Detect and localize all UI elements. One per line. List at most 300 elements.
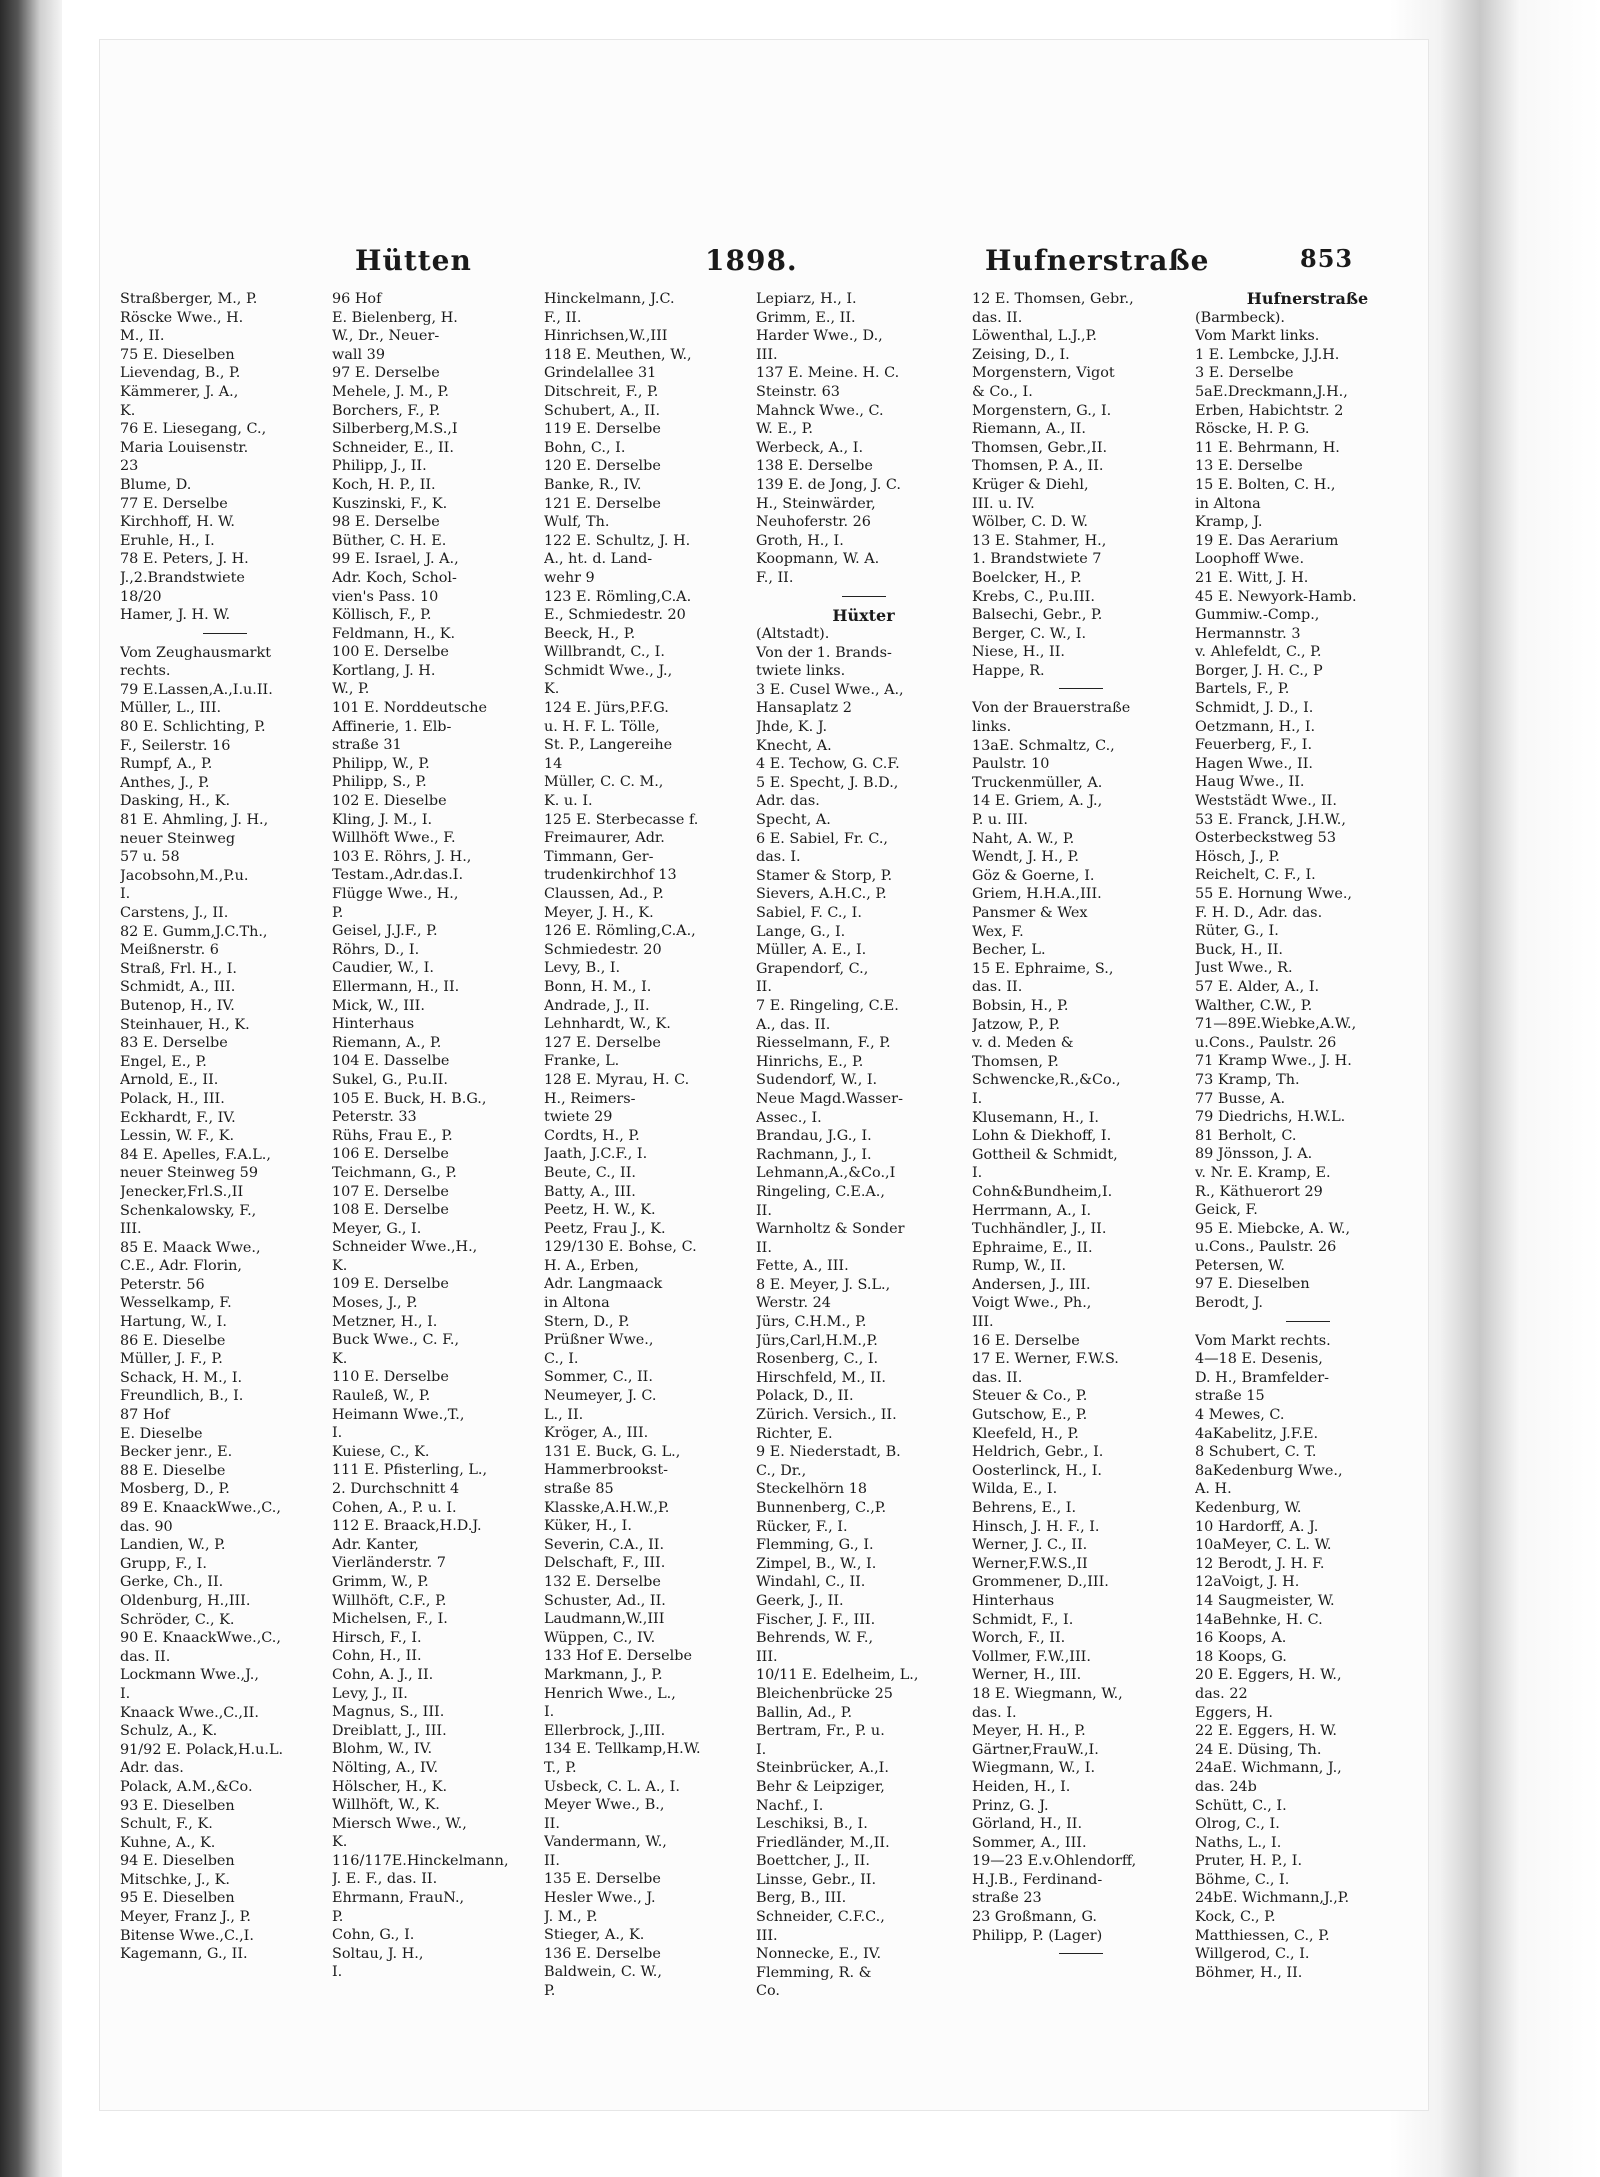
directory-line: 4—18 E. Desenis, [1195, 1351, 1323, 1368]
directory-line: Heimann Wwe.,T., [332, 1406, 465, 1423]
directory-line: 10/11 E. Edelheim, L., [756, 1667, 919, 1684]
directory-line: Willgerod, C., I. [1195, 1946, 1310, 1963]
directory-line: C., I. [544, 1350, 579, 1367]
directory-line: Meyer, J. H., K. [544, 904, 654, 921]
directory-line: III. [972, 1314, 994, 1331]
directory-line: I. [544, 1704, 555, 1721]
directory-line: Maria Louisenstr. [120, 439, 249, 456]
directory-line: Carstens, J., II. [120, 905, 229, 921]
directory-line: Hesler Wwe., J. [544, 1890, 656, 1907]
directory-line: Henrich Wwe., L., [544, 1685, 676, 1702]
section-rule [1059, 688, 1103, 689]
directory-line: Happe, R. [972, 662, 1045, 679]
directory-line: links. [972, 719, 1012, 736]
directory-line: Peetz, H. W., K. [544, 1202, 656, 1219]
directory-line: Werstr. 24 [756, 1295, 831, 1312]
directory-line: Franke, L. [544, 1053, 620, 1070]
directory-line: 13 E. Stahmer, H., [972, 532, 1107, 549]
directory-line: A., ht. d. Land- [544, 551, 653, 568]
directory-line: Koopmann, W. A. [756, 551, 880, 568]
directory-line: III. [756, 346, 778, 363]
directory-line: 1. Brandstwiete 7 [972, 551, 1102, 568]
directory-line: Balsechi, Gebr., P. [972, 607, 1103, 624]
directory-line: Just Wwe., R. [1195, 960, 1293, 977]
directory-line: 131 E. Buck, G. L., [544, 1443, 681, 1460]
directory-line: Küker, H., I. [544, 1518, 632, 1535]
directory-line: neuer Steinweg 59 [120, 1165, 258, 1182]
directory-line: u.Cons., Paulstr. 26 [1195, 1034, 1337, 1051]
directory-line: 4aKabelitz, J.F.E. [1195, 1425, 1319, 1442]
directory-line: Riemann, A., P. [332, 1034, 442, 1051]
directory-line: Berodt, J. [1195, 1295, 1264, 1312]
directory-line: Von der 1. Brands- [756, 644, 892, 661]
directory-line: Rüter, G., I. [1195, 923, 1279, 940]
directory-line: Werner,F.W.S.,II [972, 1555, 1088, 1572]
directory-line: Geisel, J.J.F., P. [332, 923, 438, 940]
directory-line: 120 E. Derselbe [544, 458, 661, 475]
column-4 [756, 290, 971, 2050]
directory-line: Thomsen, Gebr.,II. [972, 439, 1108, 456]
directory-line: P. u. III. [972, 812, 1028, 829]
directory-line: Werner, H., III. [972, 1667, 1082, 1684]
street-heading: Hufnerstraße [1246, 290, 1369, 308]
directory-line: Pruter, H. P., I. [1195, 1853, 1303, 1870]
directory-line: Eruhle, H., I. [120, 532, 215, 549]
directory-line: 71—89E.Wiebke,A.W., [1195, 1016, 1357, 1033]
directory-line: 8aKedenburg Wwe., [1195, 1462, 1343, 1479]
directory-line: Ellerbrock, J.,III. [544, 1722, 666, 1739]
header-left: Hütten [355, 244, 472, 277]
directory-line: Stern, D., P. [544, 1313, 630, 1330]
directory-line: Kirchhoff, H. W. [120, 514, 235, 531]
directory-line: I. [332, 1425, 343, 1442]
directory-line: 57 u. 58 [120, 849, 180, 866]
directory-line: Röscke, H. P. G. [1195, 421, 1310, 438]
directory-line: Oetzmann, H., I. [1195, 718, 1316, 735]
directory-line: Windahl, C., II. [756, 1574, 866, 1591]
directory-line: 14 [544, 755, 563, 772]
directory-line: Brandau, J.G., I. [756, 1128, 872, 1145]
directory-line: Vierländerstr. 7 [332, 1555, 446, 1572]
directory-line: Hinterhaus [972, 1592, 1055, 1609]
directory-line: Hirschfeld, M., II. [756, 1369, 886, 1386]
directory-line: III. [756, 1927, 778, 1944]
directory-line: Jhde, K. J. [756, 719, 828, 736]
directory-line: Behr & Leipziger, [756, 1778, 885, 1795]
directory-line: Jürs, C.H.M., P. [756, 1314, 867, 1331]
directory-line: Kuiese, C., K. [332, 1443, 430, 1460]
directory-line: 73 Kramp, Th. [1195, 1071, 1300, 1088]
directory-line: Philipp, P. (Lager) [972, 1927, 1103, 1944]
directory-line: 111 E. Pfisterling, L., [332, 1462, 488, 1479]
directory-line: Steckelhörn 18 [756, 1481, 868, 1498]
directory-line: Morgenstern, G., I. [972, 402, 1112, 419]
directory-line: Hinsch, J. H. F., I. [972, 1518, 1100, 1535]
directory-line: 99 E. Israel, J. A., [332, 551, 459, 568]
directory-line: 80 E. Schlichting, P. [120, 719, 266, 736]
directory-line: 84 E. Apelles, F.A.L., [120, 1146, 271, 1163]
directory-line: Blume, D. [120, 476, 192, 493]
directory-line: Beeck, H., P. [544, 625, 636, 642]
directory-line: 12aVoigt, J. H. [1195, 1574, 1300, 1591]
directory-line: Mitschke, J., K. [120, 1871, 230, 1888]
directory-line: das. I. [756, 849, 801, 866]
directory-line: Ditschreit, F., P. [544, 383, 659, 400]
directory-line: 77 Busse, A. [1195, 1090, 1286, 1107]
directory-line: Affinerie, 1. Elb- [332, 718, 452, 735]
directory-line: 134 E. Tellkamp,H.W. [544, 1741, 701, 1758]
directory-line: 16 E. Derselbe [972, 1332, 1080, 1349]
directory-line: Hansaplatz 2 [756, 700, 852, 717]
directory-line: Sukel, G., P.u.II. [332, 1071, 448, 1088]
directory-line: & Co., I. [972, 383, 1033, 400]
directory-line: Behrends, W. F., [756, 1630, 874, 1647]
directory-line: Knecht, A. [756, 737, 832, 754]
directory-line: 6 E. Sabiel, Fr. C., [756, 830, 888, 847]
directory-line: Butenop, H., IV. [120, 997, 235, 1014]
directory-line: H., Steinwärder, [756, 495, 876, 512]
directory-line: Leschiksi, B., I. [756, 1816, 868, 1833]
directory-line: II. [756, 1239, 772, 1256]
directory-line: Steuer & Co., P. [972, 1388, 1088, 1405]
directory-line: Severin, C.A., II. [544, 1536, 665, 1553]
section-rule [203, 633, 247, 634]
directory-line: Schröder, C., K. [120, 1611, 235, 1628]
directory-line: Jatzow, P., P. [972, 1016, 1060, 1033]
directory-line: Oosterlinck, H., I. [972, 1462, 1102, 1479]
directory-line: Buck Wwe., C. F., [332, 1332, 460, 1349]
directory-line: trudenkirchhof 13 [544, 867, 677, 884]
directory-line: Mahnck Wwe., C. [756, 402, 884, 419]
directory-line: 14 E. Griem, A. J., [972, 793, 1103, 810]
directory-line: Grommener, D.,III. [972, 1574, 1109, 1591]
directory-line: Lepiarz, H., I. [756, 291, 857, 307]
section-rule [842, 596, 886, 597]
directory-line: H. A., Erben, [544, 1257, 639, 1274]
directory-line: Rachmann, J., I. [756, 1146, 872, 1163]
directory-line: in Altona [1195, 495, 1261, 512]
directory-line: 136 E. Derselbe [544, 1945, 661, 1962]
directory-line: Heiden, H., I. [972, 1778, 1071, 1795]
directory-line: Ballin, Ad., P. [756, 1704, 853, 1721]
directory-line: 98 E. Derselbe [332, 514, 440, 531]
directory-line: Vandermann, W., [544, 1834, 667, 1851]
directory-line: 24aE. Wichmann, J., [1195, 1760, 1342, 1777]
directory-line: Müller, A. E., I. [756, 942, 867, 959]
directory-line: Riesselmann, F., P. [756, 1035, 891, 1052]
directory-line: J. E. F., das. II. [332, 1871, 438, 1888]
directory-line: Pansmer & Wex [972, 905, 1088, 921]
directory-line: Reichelt, C. F., I. [1195, 867, 1316, 884]
directory-line: Wüppen, C., IV. [544, 1629, 656, 1646]
directory-line: Löwenthal, L.J.,P. [972, 328, 1097, 345]
directory-line: K. [332, 1834, 348, 1851]
column-2 [332, 290, 542, 2050]
directory-line: C., Dr., [756, 1462, 807, 1479]
directory-line: Grindelallee 31 [544, 365, 657, 382]
column-6 [1195, 290, 1420, 2050]
directory-line: 19—23 E.v.Ohlendorff, [972, 1853, 1137, 1870]
directory-line: Philipp, J., II. [332, 458, 427, 475]
directory-line: u. H. F. L. Tölle, [544, 718, 660, 735]
directory-line: 13 E. Derselbe [1195, 458, 1303, 475]
directory-line: Metzner, H., I. [332, 1313, 438, 1330]
directory-line: Blohm, W., IV. [332, 1741, 433, 1758]
directory-line: vien's Pass. 10 [332, 588, 439, 605]
directory-line: das. 22 [1195, 1685, 1248, 1702]
directory-line: Polack, D., II. [756, 1388, 854, 1405]
directory-line: Mehele, J. M., P. [332, 383, 449, 400]
directory-line: 10 Hardorff, A. J. [1195, 1518, 1319, 1535]
directory-line: 101 E. Norddeutsche [332, 700, 488, 717]
scan-binding-shadow [0, 0, 62, 2177]
directory-line: II. [756, 1202, 772, 1219]
directory-line: Klusemann, H., I. [972, 1109, 1099, 1126]
directory-line: 13aE. Schmaltz, C., [972, 737, 1115, 754]
directory-line: Klasske,A.H.W.,P. [544, 1499, 670, 1516]
directory-line: Behrens, E., I. [972, 1500, 1077, 1516]
directory-line: Müller, L., III. [120, 700, 222, 717]
directory-line: Schubert, A., II. [544, 402, 661, 419]
directory-line: Sievers, A.H.C., P. [756, 886, 887, 903]
directory-line: straße 15 [1195, 1388, 1265, 1405]
directory-line: Philipp, W., P. [332, 755, 430, 772]
directory-line: 89 Jönsson, J. A. [1195, 1146, 1313, 1163]
directory-line: Cohen, A., P. u. I. [332, 1499, 457, 1516]
directory-line: Willhöft, W., K. [332, 1797, 440, 1814]
directory-line: 122 E. Schultz, J. H. [544, 532, 691, 549]
directory-line: Heldrich, Gebr., I. [972, 1444, 1104, 1461]
directory-line: Becher, L. [972, 942, 1046, 959]
directory-line: 22 E. Eggers, H. W. [1195, 1723, 1337, 1740]
directory-line: Hinckelmann, J.C. [544, 291, 675, 307]
directory-line: das. 24b [1195, 1778, 1257, 1795]
directory-line: 21 E. Witt, J. H. [1195, 569, 1309, 586]
directory-line: 112 E. Braack,H.D.J. [332, 1518, 482, 1535]
directory-line: A., das. II. [756, 1016, 831, 1033]
directory-line: Engel, E., P. [120, 1053, 207, 1070]
directory-line: 94 E. Dieselben [120, 1853, 235, 1870]
directory-line: Kedenburg, W. [1195, 1500, 1302, 1516]
directory-line: Wulf, Th. [544, 514, 610, 531]
directory-line: Gottheil & Schmidt, [972, 1146, 1118, 1163]
directory-line: Schmiedestr. 20 [544, 941, 662, 958]
directory-line: Grupp, F., I. [120, 1555, 207, 1572]
directory-line: Neue Magd.Wasser- [756, 1090, 903, 1107]
directory-line: F. H. D., Adr. das. [1195, 904, 1323, 921]
directory-line: 87 Hof [120, 1407, 170, 1424]
directory-line: Sabiel, F. C., I. [756, 905, 862, 921]
directory-line: 18 E. Wiegmann, W., [972, 1685, 1123, 1702]
directory-line: Kortlang, J. H. [332, 662, 436, 679]
directory-line: K. [544, 681, 560, 698]
directory-line: Bleichenbrücke 25 [756, 1685, 893, 1702]
directory-line: Worch, F., II. [972, 1630, 1066, 1647]
directory-line: 76 E. Liesegang, C., [120, 421, 267, 438]
directory-line: Hösch, J., P. [1195, 848, 1280, 865]
directory-line: das. II. [972, 979, 1023, 996]
directory-line: u.Cons., Paulstr. 26 [1195, 1239, 1337, 1256]
directory-line: Beute, C., II. [544, 1164, 636, 1181]
directory-line: Paulstr. 10 [972, 756, 1050, 773]
directory-line: 53 E. Franck, J.H.W., [1195, 811, 1346, 828]
directory-line: 11 E. Behrmann, H. [1195, 439, 1340, 456]
directory-line: Mick, W., III. [332, 997, 425, 1014]
directory-line: Wendt, J. H., P. [972, 849, 1079, 866]
directory-line: Eggers, H. [1195, 1704, 1273, 1721]
running-head [100, 244, 1428, 280]
directory-line: Grimm, E., II. [756, 309, 856, 326]
directory-line: I. [756, 1741, 767, 1758]
directory-line: Müller, J. F., P. [120, 1351, 223, 1368]
directory-line: Polack, H., III. [120, 1090, 225, 1107]
directory-line: Markmann, J., P. [544, 1666, 663, 1683]
directory-line: Wölber, C. D. W. [972, 514, 1088, 531]
directory-line: v. Ahlefeldt, C., P. [1195, 644, 1322, 661]
directory-line: Feldmann, H., K. [332, 625, 456, 642]
section-rule [1059, 1953, 1103, 1954]
directory-line: Adr. Langmaack [544, 1276, 663, 1293]
directory-line: 45 E. Newyork-Hamb. [1195, 588, 1357, 605]
directory-line: Geick, F. [1195, 1202, 1258, 1219]
directory-line: Hinrichsen,W.,III [544, 328, 668, 345]
directory-line: Böhme, C., I. [1195, 1871, 1290, 1888]
directory-line: Herrmann, A., I. [972, 1202, 1092, 1219]
directory-line: Vom Markt links. [1195, 328, 1320, 345]
directory-line: 123 E. Römling,C.A. [544, 588, 692, 605]
directory-line: Schütt, C., I. [1195, 1797, 1287, 1814]
directory-line: Kagemann, G., II. [120, 1946, 248, 1963]
directory-line: 105 E. Buck, H. B.G., [332, 1090, 487, 1107]
directory-line: Batty, A., III. [544, 1183, 636, 1200]
directory-line: 125 E. Sterbecasse f. [544, 811, 699, 828]
directory-line: Philipp, S., P. [332, 774, 427, 791]
directory-line: wehr 9 [544, 569, 595, 586]
directory-line: Vom Markt rechts. [1195, 1332, 1331, 1349]
directory-line: 24bE. Wichmann,J.,P. [1195, 1890, 1350, 1907]
directory-line: das. II. [120, 1648, 171, 1665]
directory-line: Jürs,Carl,H.M.,P. [756, 1332, 878, 1349]
directory-line: Sudendorf, W., I. [756, 1072, 878, 1089]
directory-line: Hermannstr. 3 [1195, 625, 1301, 642]
directory-line: 126 E. Römling,C.A., [544, 923, 696, 940]
directory-line: Olrog, C., I. [1195, 1816, 1280, 1833]
directory-line: straße 31 [332, 737, 402, 754]
directory-line: straße 23 [972, 1890, 1042, 1907]
directory-line: Jacobsohn,M.,P.u. [120, 867, 249, 884]
directory-line: E. Bielenberg, H. [332, 309, 458, 326]
directory-line: 55 E. Hornung Wwe., [1195, 886, 1352, 902]
directory-line: Cordts, H., P. [544, 1127, 640, 1144]
directory-line: E. Dieselbe [120, 1425, 203, 1442]
directory-line: 75 E. Dieselben [120, 346, 235, 363]
directory-line: II. [544, 1815, 560, 1832]
directory-line: W. E., P. [756, 421, 813, 438]
directory-line: das. II. [972, 1369, 1023, 1386]
directory-line: Hölscher, H., K. [332, 1778, 448, 1795]
directory-line: Nonnecke, E., IV. [756, 1946, 882, 1963]
directory-line: Soltau, J. H., [332, 1945, 424, 1962]
directory-line: 139 E. de Jong, J. C. [756, 476, 901, 493]
directory-line: Assec., I. [756, 1109, 822, 1126]
directory-line: J. M., P. [544, 1908, 598, 1925]
directory-line: Kuhne, A., K. [120, 1834, 216, 1851]
directory-line: 83 E. Derselbe [120, 1035, 228, 1052]
directory-line: Flemming, R. & [756, 1964, 872, 1981]
directory-line: 97 E. Derselbe [332, 365, 440, 382]
directory-line: W., P. [332, 681, 370, 698]
directory-line: twiete links. [756, 663, 846, 680]
directory-line: Ephraime, E., II. [972, 1239, 1093, 1256]
street-heading: Hüxter [832, 605, 895, 625]
directory-line: D. H., Bramfelder- [1195, 1369, 1330, 1386]
directory-line: I. [972, 1090, 983, 1107]
directory-line: Nölting, A., IV. [332, 1759, 439, 1776]
directory-line: v. Nr. E. Kramp, E. [1195, 1164, 1331, 1181]
directory-line: Steinbrücker, A.,I. [756, 1760, 889, 1777]
directory-line: F., II. [756, 569, 794, 586]
directory-line: 14aBehnke, H. C. [1195, 1611, 1323, 1628]
column-3 [544, 290, 754, 2050]
directory-line: 89 E. KnaackWwe.,C., [120, 1500, 281, 1516]
directory-line: Büther, C. H. E. [332, 532, 447, 549]
directory-line: Vollmer, F.W.,III. [972, 1648, 1091, 1665]
directory-line: Anthes, J., P. [120, 774, 210, 791]
directory-line: Specht, A. [756, 812, 831, 829]
directory-line: Gärtner,FrauW.,I. [972, 1741, 1099, 1758]
directory-line: 79 Diedrichs, H.W.L. [1195, 1109, 1346, 1126]
directory-line: Dasking, H., K. [120, 793, 231, 810]
directory-line: St. P., Langereihe [544, 737, 673, 754]
directory-line: Magnus, S., III. [332, 1704, 445, 1721]
directory-line: 90 E. KnaackWwe.,C., [120, 1630, 281, 1647]
directory-line: Sommer, C., II. [544, 1369, 653, 1386]
directory-line: neuer Steinweg [120, 830, 236, 847]
directory-line: Eckhardt, F., IV. [120, 1109, 236, 1126]
directory-line: Naths, L., I. [1195, 1834, 1282, 1851]
directory-line: Hagen Wwe., II. [1195, 755, 1313, 772]
directory-line: 133 Hof E. Derselbe [544, 1648, 692, 1665]
directory-line: Testam.,Adr.das.I. [332, 867, 464, 884]
directory-line: 81 Berholt, C. [1195, 1127, 1297, 1144]
directory-line: Wilda, E., I. [972, 1481, 1058, 1498]
directory-line: III. u. IV. [972, 495, 1035, 512]
directory-line: Polack, A.M.,&Co. [120, 1778, 253, 1795]
directory-line: Krüger & Diehl, [972, 476, 1089, 493]
page-number: 853 [1300, 244, 1354, 273]
directory-line: K. [332, 1350, 348, 1367]
directory-line: 128 E. Myrau, H. C. [544, 1071, 690, 1088]
directory-line: I. [972, 1165, 983, 1182]
directory-line: Morgenstern, Vigot [972, 365, 1115, 382]
directory-line: 9 E. Niederstadt, B. [756, 1444, 901, 1461]
directory-line: 103 E. Röhrs, J. H., [332, 848, 472, 865]
directory-line: Schult, F., K. [120, 1816, 213, 1833]
directory-line: Becker jenr., E. [120, 1444, 233, 1461]
directory-line: Krebs, C., P.u.III. [972, 588, 1095, 605]
directory-line: Cohn, A. J., II. [332, 1666, 434, 1683]
directory-line: Delschaft, F., III. [544, 1555, 666, 1572]
directory-line: Adr. das. [120, 1760, 184, 1777]
directory-line: Wesselkamp, F. [120, 1295, 232, 1312]
column-5 [972, 290, 1190, 2050]
directory-line: Böhmer, H., II. [1195, 1964, 1303, 1981]
directory-line: C.E., Adr. Florin, [120, 1258, 242, 1275]
directory-line: Geerk, J., II. [756, 1592, 844, 1609]
directory-line: Wex, F. [972, 923, 1024, 940]
directory-line: Schwencke,R.,&Co., [972, 1072, 1121, 1089]
directory-line: Naht, A. W., P. [972, 830, 1075, 847]
